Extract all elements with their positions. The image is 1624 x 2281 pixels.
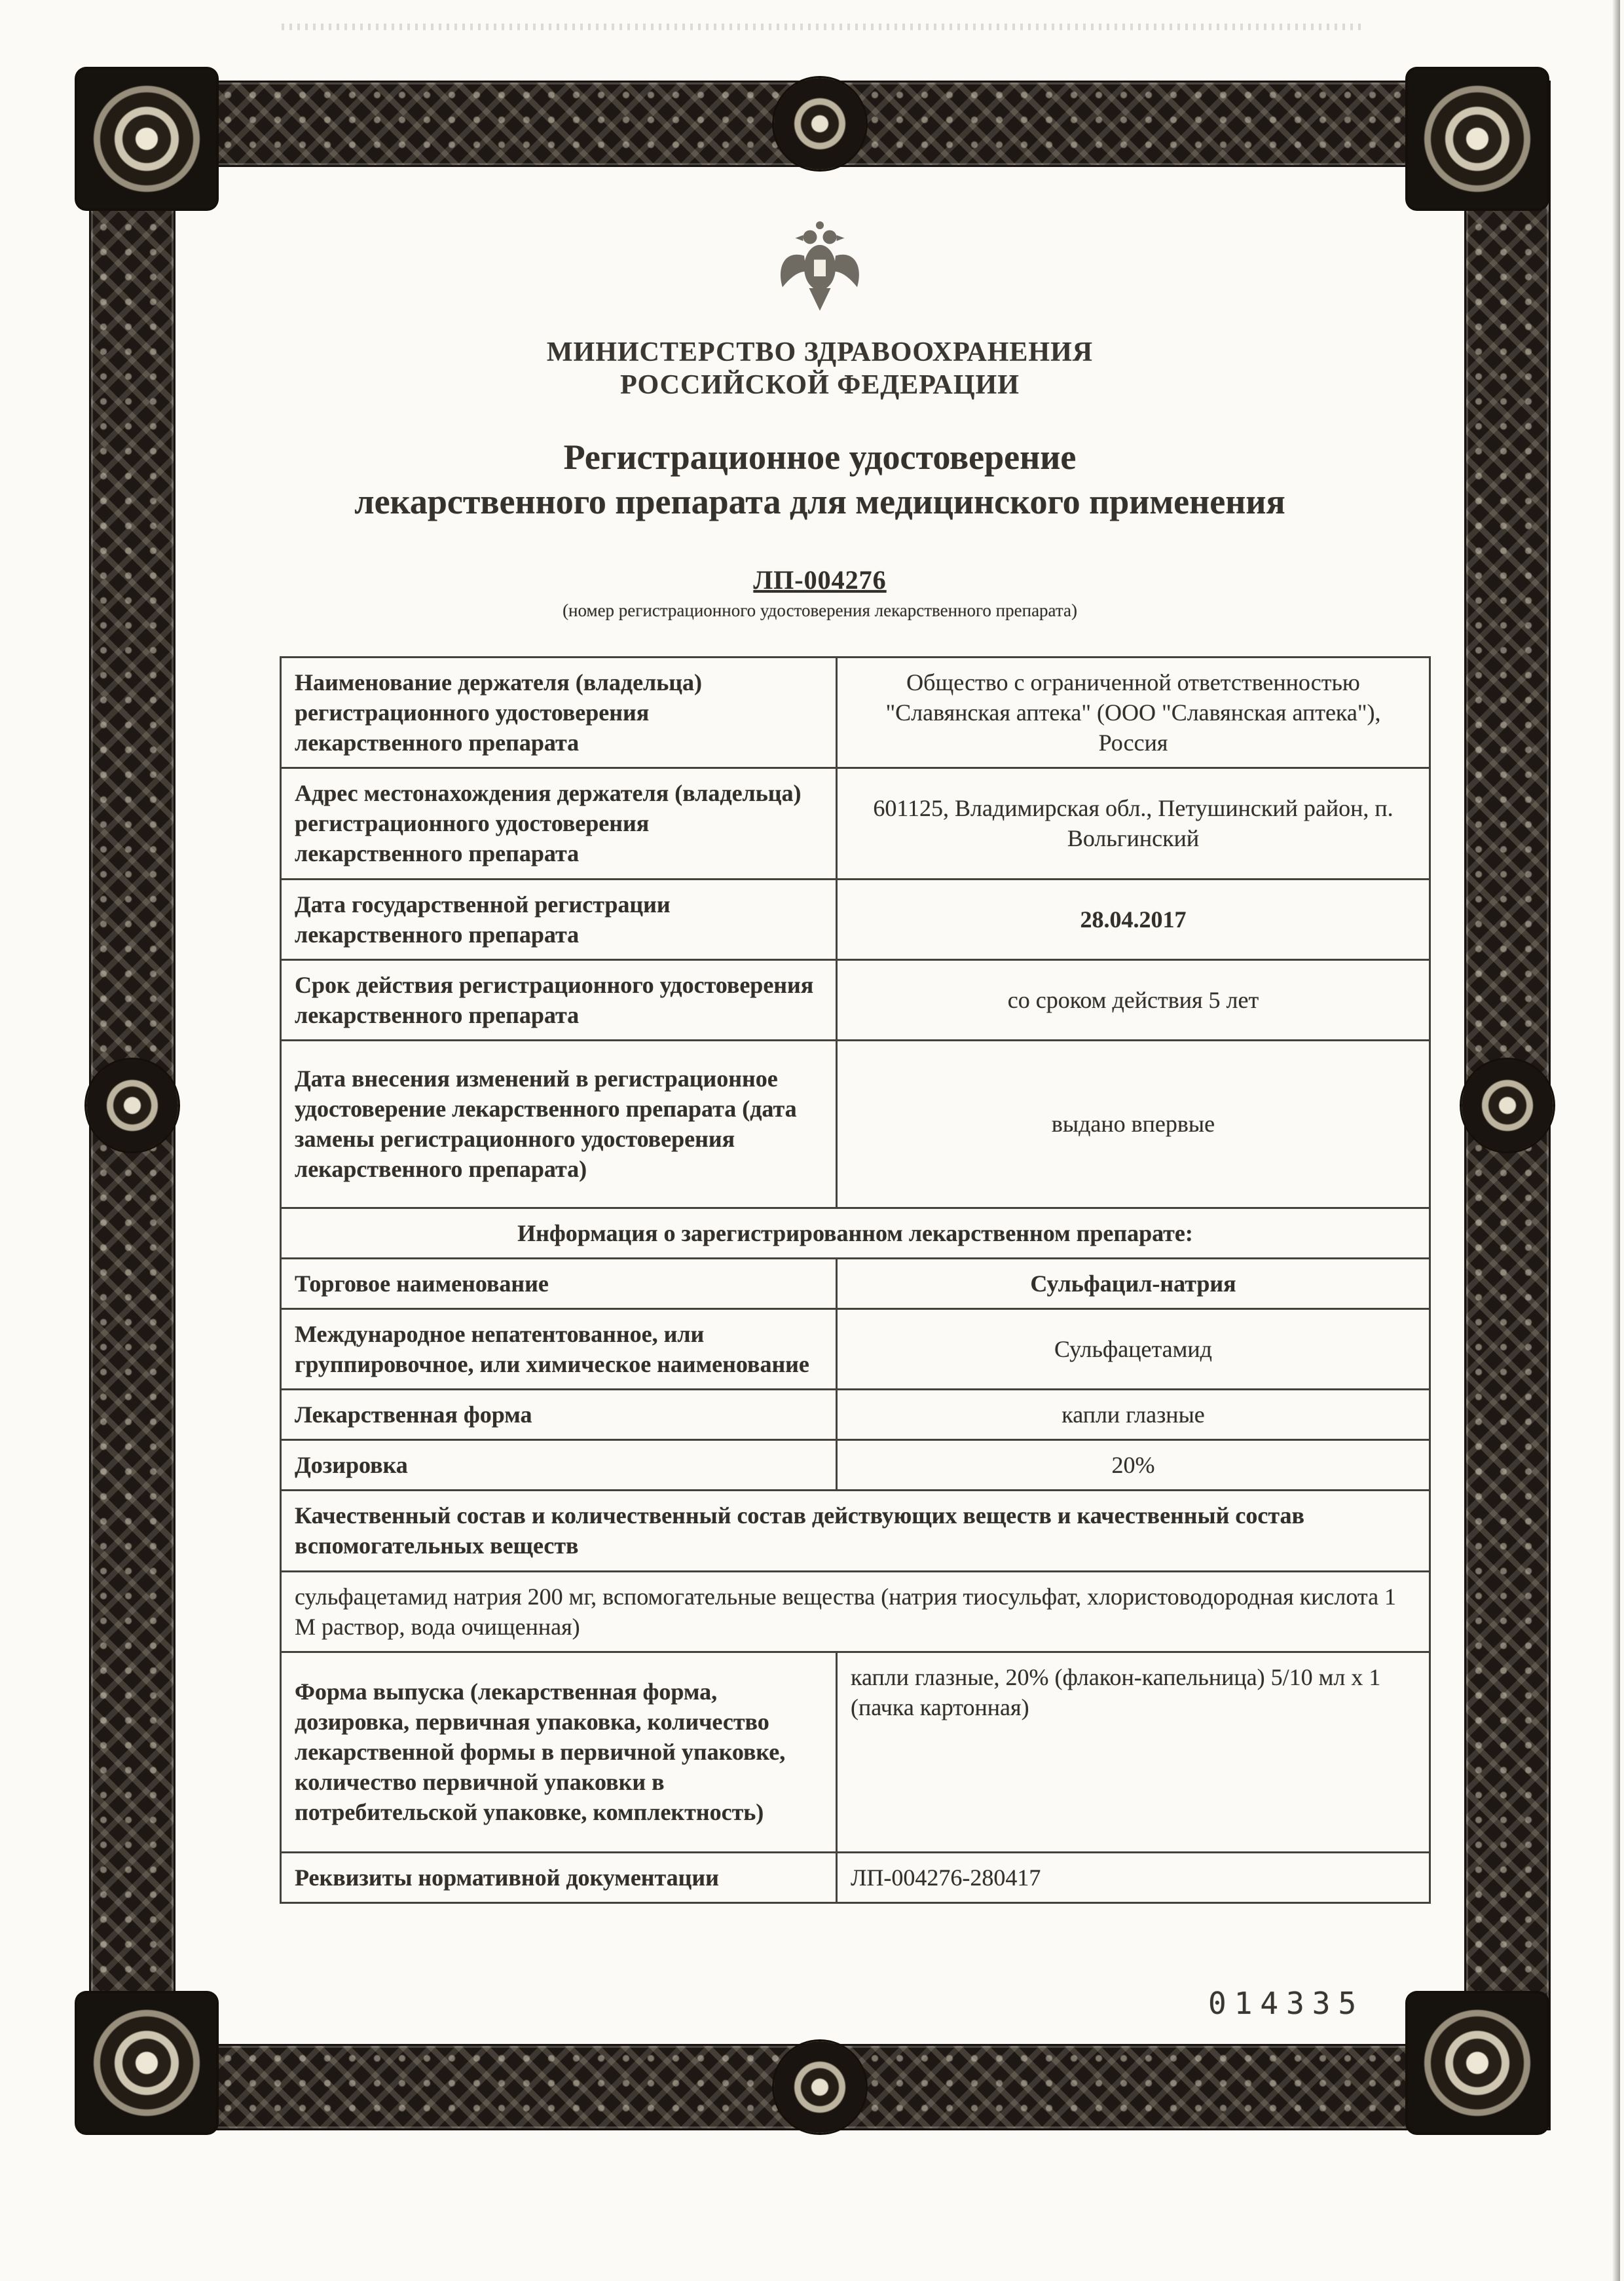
border-edge-rosette [774, 2041, 866, 2133]
registration-table [280, 656, 1431, 1904]
row-value: 601125, Владимирская обл., Петушинский район, п. Вольгинский [837, 768, 1430, 879]
document-title [174, 436, 1466, 524]
table-row [281, 1440, 1430, 1491]
section-header-row [281, 1208, 1430, 1258]
row-value: Сульфацетамид [837, 1309, 1430, 1390]
row-value: 28.04.2017 [837, 879, 1430, 959]
row-label: Реквизиты нормативной документации [281, 1852, 837, 1902]
registration-number-caption: (номер регистрационного удостоверения лекарственного препарата) [563, 601, 1077, 621]
scan-edge-artifact [1612, 0, 1620, 2281]
table-row [281, 768, 1430, 879]
certificate-content [174, 165, 1466, 2046]
border-edge-rosette [774, 78, 866, 170]
composition-heading: Качественный состав и количественный состав действующих веществ и качественный состав вспомогательных веществ [281, 1491, 1430, 1571]
table-row [281, 1040, 1430, 1208]
section-header: Информация о зарегистрированном лекарственном препарате: [281, 1208, 1430, 1258]
row-label: Адрес местонахождения держателя (владельца) регистрационного удостоверения лекарственного препарата [281, 768, 837, 879]
row-value: Общество с ограниченной ответственностью "Славянская аптека" (ООО "Славянская аптека"), Россия [837, 658, 1430, 768]
document-title-line1: Регистрационное удостоверение [563, 437, 1077, 477]
table-row [281, 1852, 1430, 1902]
row-value: капли глазные [837, 1390, 1430, 1440]
table-row [281, 1390, 1430, 1440]
ministry-name [174, 337, 1466, 401]
table-row [281, 658, 1430, 768]
ministry-line2: РОССИЙСКОЙ ФЕДЕРАЦИИ [620, 369, 1020, 400]
row-label: Торговое наименование [281, 1258, 837, 1308]
composition-text: сульфацетамид натрия 200 мг, вспомогательные вещества (натрия тиосульфат, хлористоводородная кислота 1 М раствор, вода очищенная) [281, 1571, 1430, 1652]
document-title-line2: лекарственного препарата для медицинского применения [354, 481, 1285, 521]
row-value: Сульфацил-натрия [837, 1258, 1430, 1308]
row-label: Срок действия регистрационного удостоверения лекарственного препарата [281, 959, 837, 1040]
border-edge-rosette [86, 1060, 178, 1151]
ministry-line1: МИНИСТЕРСТВО ЗДРАВООХРАНЕНИЯ [546, 337, 1094, 367]
row-label: Дозировка [281, 1440, 837, 1491]
row-label: Лекарственная форма [281, 1390, 837, 1440]
row-value: со сроком действия 5 лет [837, 959, 1430, 1040]
row-value: выдано впервые [837, 1040, 1430, 1208]
serial-number-stamp: 014335 [1208, 1986, 1365, 2021]
row-value: капли глазные, 20% (флакон-капельница) 5/10 мл х 1 (пачка картонная) [837, 1652, 1430, 1852]
registration-number: ЛП-004276 [753, 565, 887, 595]
row-value: ЛП-004276-280417 [837, 1852, 1430, 1902]
row-label: Дата внесения изменений в регистрационное удостоверение лекарственного препарата (дата замены регистрационного удостоверения лекарственного препарата) [281, 1040, 837, 1208]
border-edge-rosette [1462, 1060, 1553, 1151]
row-label: Международное непатентованное, или группировочное, или химическое наименование [281, 1309, 837, 1390]
table-row [281, 1309, 1430, 1390]
table-row [281, 1571, 1430, 1652]
table-row [281, 959, 1430, 1040]
row-label: Дата государственной регистрации лекарственного препарата [281, 879, 837, 959]
row-label: Наименование держателя (владельца) регистрационного удостоверения лекарственного препарата [281, 658, 837, 768]
row-label: Форма выпуска (лекарственная форма, дозировка, первичная упаковка, количество лекарственной формы в первичной упаковке, количество первичной упаковки в потребительской упаковке, комплектность) [281, 1652, 837, 1852]
russia-coat-of-arms-icon [174, 216, 1466, 321]
scan-noise [282, 24, 1362, 30]
table-row [281, 879, 1430, 959]
row-value: 20% [837, 1440, 1430, 1491]
table-row [281, 1258, 1430, 1308]
section-header-row [281, 1491, 1430, 1571]
table-row [281, 1652, 1430, 1852]
